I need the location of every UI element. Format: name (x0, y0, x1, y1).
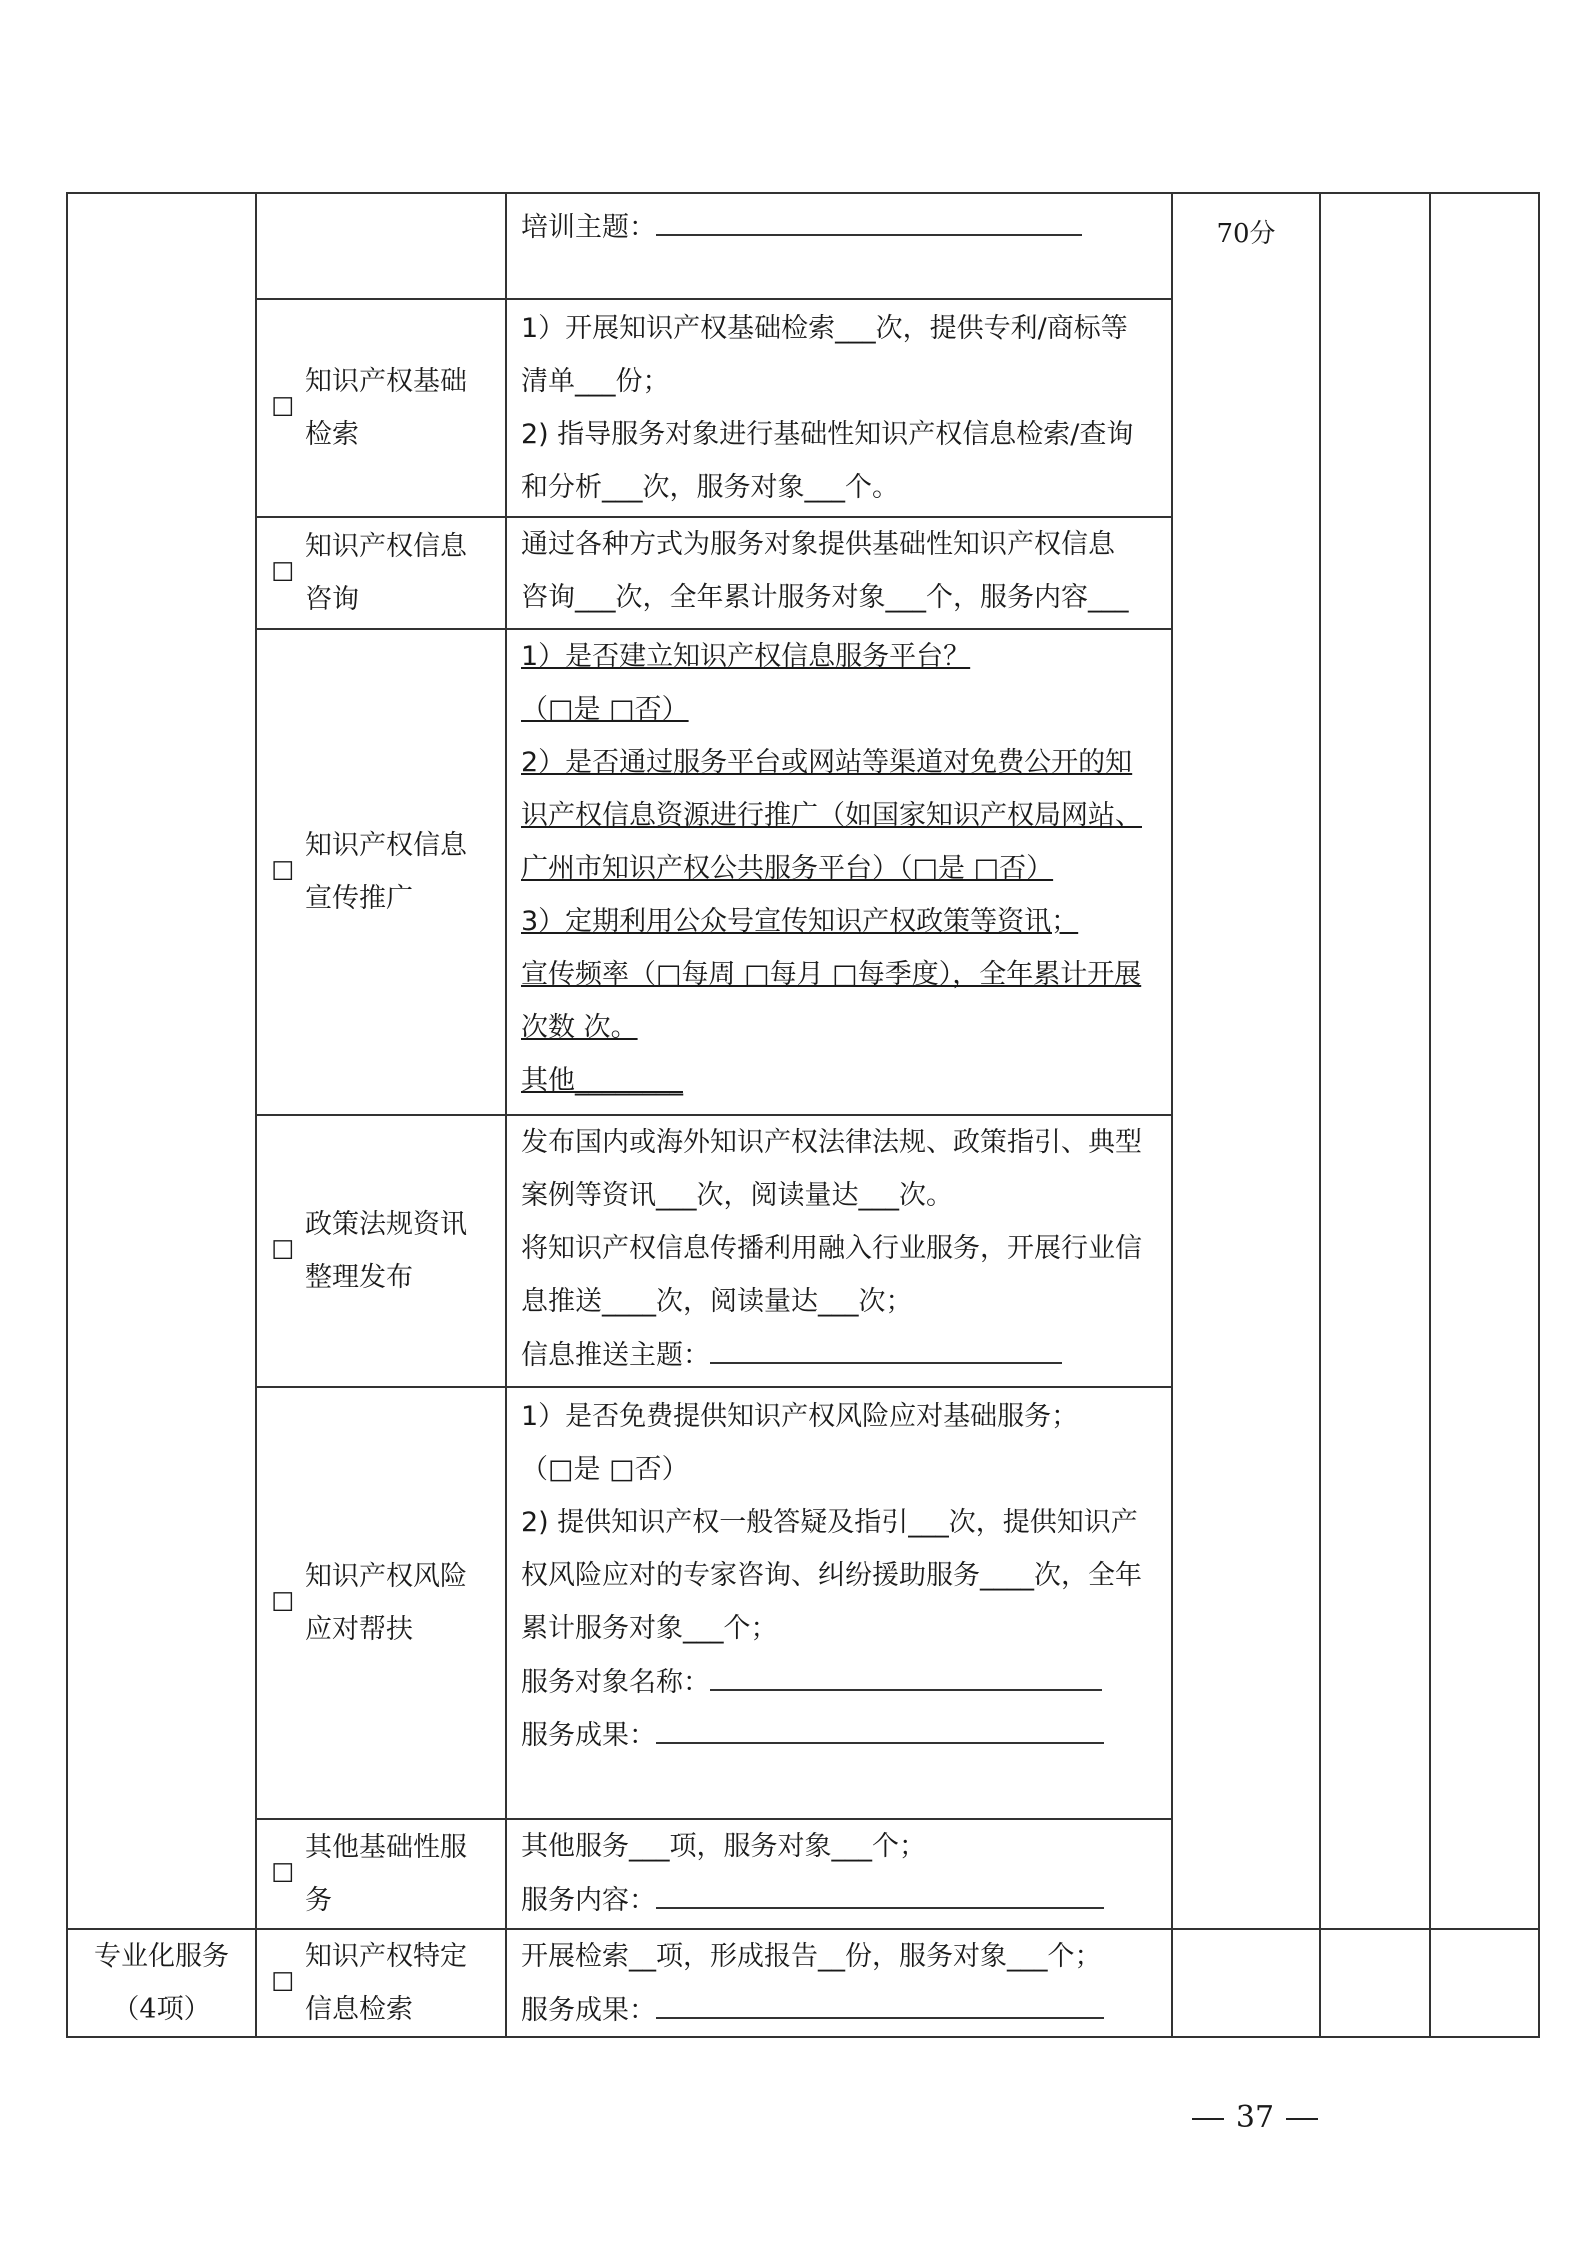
specialized-count: （4项） (112, 1994, 211, 2025)
consult-content (506, 517, 1172, 629)
consult-checkbox[interactable]: ☐ (271, 557, 295, 588)
page-number: 37 (1235, 2100, 1275, 2135)
policy-topic-field[interactable] (710, 1328, 1062, 1364)
item-policy (256, 1115, 506, 1387)
item-basic-search (256, 299, 506, 517)
other-checkbox[interactable]: ☐ (271, 1858, 295, 1889)
basic-search-label: 知识产权基础 检索 (305, 366, 467, 450)
policy-content (506, 1115, 1172, 1387)
specialized-score-cell (1172, 1929, 1320, 2037)
other-label: 其他基础性服 务 (305, 1832, 467, 1916)
score-value: 70分 (1216, 219, 1276, 249)
promotion-line-5: 广州市知识产权公共服务平台）（□是 □否） (521, 853, 1054, 884)
promotion-content (506, 629, 1172, 1115)
footer-dash-left (1192, 2118, 1224, 2120)
other-line-1: 其他服务___项，服务对象___个； (521, 1831, 926, 1862)
item-promotion (256, 629, 506, 1115)
basic-search-line-3: 2) 指导服务对象进行基础性知识产权信息检索/查询 (521, 419, 1134, 450)
promotion-line-7: 宣传频率（□每周 □每月 □每季度），全年累计开展 (521, 959, 1142, 990)
promotion-line-9: 其他________ (521, 1065, 683, 1096)
risk-line-5: 累计服务对象___个； (521, 1613, 778, 1644)
other-content-field[interactable] (656, 1873, 1104, 1909)
promotion-line-6: 3）定期利用公众号宣传知识产权政策等资讯； (521, 906, 1079, 937)
self-score-cell[interactable] (1320, 193, 1430, 1929)
risk-result-field[interactable] (656, 1708, 1104, 1744)
basic-search-checkbox[interactable]: ☐ (271, 392, 295, 423)
other-content (506, 1819, 1172, 1929)
basic-search-line-1: 1）开展知识产权基础检索___次，提供专利/商标等 (521, 313, 1128, 344)
risk-label: 知识产权风险 应对帮扶 (305, 1561, 467, 1645)
promotion-line-8: 次数 次。 (521, 1012, 638, 1043)
policy-line-3: 将知识产权信息传播利用融入行业服务，开展行业信 (521, 1233, 1142, 1264)
policy-line-1: 发布国内或海外知识产权法律法规、政策指引、典型 (521, 1127, 1142, 1158)
basic-search-line-2: 清单___份； (521, 366, 670, 397)
specialized-category-cell (67, 1929, 256, 2037)
risk-line-4: 权风险应对的专家咨询、纠纷援助服务____次，全年 (521, 1560, 1142, 1591)
score-cell (1172, 193, 1320, 1929)
training-topic-cell (506, 193, 1172, 299)
risk-line-1: 1）是否免费提供知识产权风险应对基础服务； (521, 1401, 1079, 1432)
review-score-cell[interactable] (1430, 193, 1539, 1929)
specialized-category-label: 专业化服务 (94, 1941, 229, 1972)
training-topic-field[interactable] (656, 200, 1082, 236)
promotion-line-3: 2）是否通过服务平台或网站等渠道对免费公开的知 (521, 747, 1133, 778)
promotion-line-2: （□是 □否） (521, 694, 689, 725)
specialized-line-1: 开展检索__项，形成报告__份，服务对象___个； (521, 1941, 1102, 1972)
training-topic-label: 培训主题： (521, 212, 656, 243)
specialized-review-score-cell[interactable] (1430, 1929, 1539, 2037)
item-cell-empty (256, 193, 506, 299)
promotion-line-4: 识产权信息资源进行推广（如国家知识产权局网站、 (521, 800, 1142, 831)
promotion-label: 知识产权信息 宣传推广 (305, 830, 467, 914)
policy-line-2: 案例等资讯___次，阅读量达___次。 (521, 1180, 953, 1211)
policy-line-4: 息推送____次，阅读量达___次； (521, 1286, 913, 1317)
promotion-line-1: 1）是否建立知识产权信息服务平台？ (521, 641, 971, 672)
item-specialized-search (256, 1929, 506, 2037)
basic-search-content (506, 299, 1172, 517)
page-footer (1170, 2100, 1340, 2135)
risk-result-label: 服务成果： (521, 1720, 656, 1751)
risk-client-name-label: 服务对象名称： (521, 1667, 710, 1698)
policy-checkbox[interactable]: ☐ (271, 1235, 295, 1266)
item-other (256, 1819, 506, 1929)
specialized-result-field[interactable] (656, 1983, 1104, 2019)
policy-label: 政策法规资讯 整理发布 (305, 1209, 467, 1293)
specialized-result-label: 服务成果： (521, 1995, 656, 2026)
promotion-checkbox[interactable]: ☐ (271, 856, 295, 887)
risk-line-3: 2) 提供知识产权一般答疑及指引___次，提供知识产 (521, 1507, 1138, 1538)
consult-line-2: 咨询___次，全年累计服务对象___个，服务内容___ (521, 582, 1129, 613)
policy-topic-label: 信息推送主题： (521, 1340, 710, 1371)
consult-label: 知识产权信息 咨询 (305, 531, 467, 615)
consult-line-1: 通过各种方式为服务对象提供基础性知识产权信息 (521, 529, 1115, 560)
evaluation-table (66, 192, 1540, 2038)
footer-dash-right (1286, 2118, 1318, 2120)
risk-client-name-field[interactable] (710, 1655, 1102, 1691)
item-risk (256, 1387, 506, 1819)
specialized-content (506, 1929, 1172, 2037)
risk-line-2: （□是 □否） (521, 1454, 689, 1485)
specialized-self-score-cell[interactable] (1320, 1929, 1430, 2037)
item-consult (256, 517, 506, 629)
specialized-search-label: 知识产权特定 信息检索 (305, 1941, 467, 2025)
risk-checkbox[interactable]: ☐ (271, 1587, 295, 1618)
category-cell-empty (67, 193, 256, 1929)
risk-content (506, 1387, 1172, 1819)
other-content-label: 服务内容： (521, 1885, 656, 1916)
basic-search-line-4: 和分析___次，服务对象___个。 (521, 472, 899, 503)
specialized-search-checkbox[interactable]: ☐ (271, 1967, 295, 1998)
